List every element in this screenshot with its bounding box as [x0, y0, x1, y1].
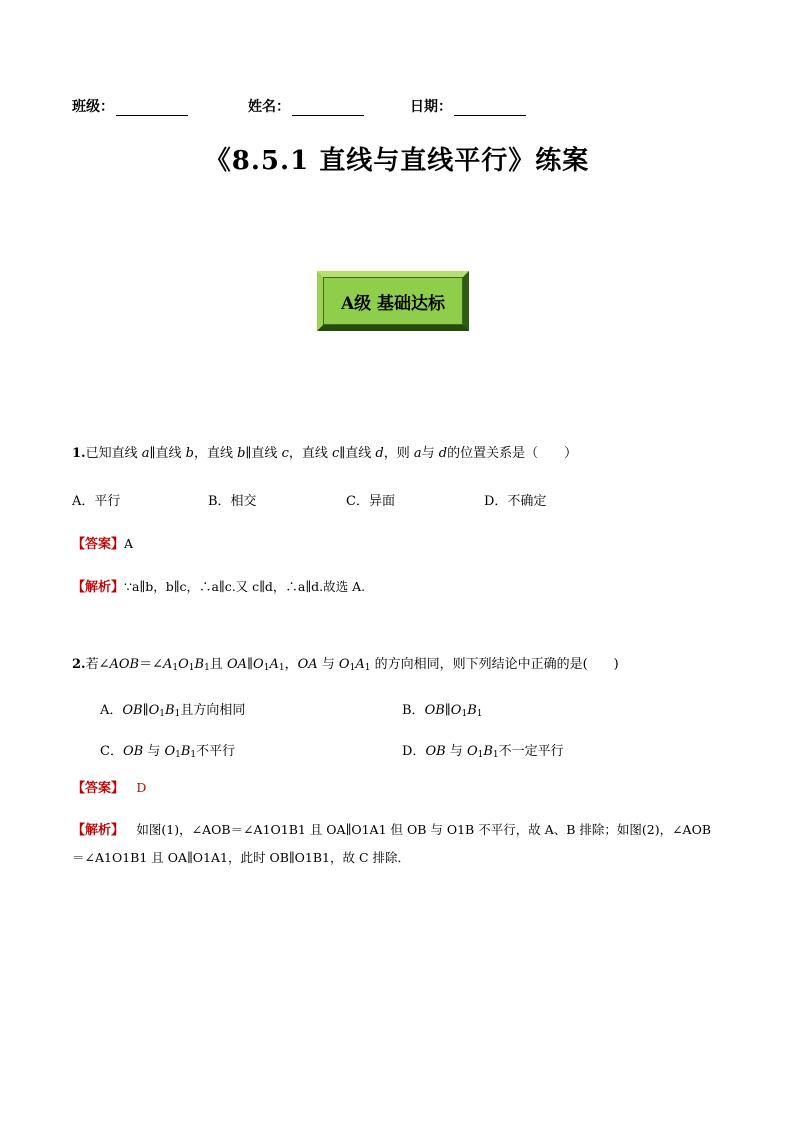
- q1-var: b: [237, 446, 246, 461]
- q1-option-b[interactable]: B．相交: [208, 494, 257, 509]
- q1-text: ，直线: [288, 446, 332, 461]
- q2-option-d-label: D．: [402, 744, 426, 759]
- date-field[interactable]: [410, 96, 526, 116]
- name-label: 姓名：: [248, 99, 290, 115]
- q2-var: AOB: [109, 657, 140, 672]
- q2-var: OA: [226, 657, 248, 672]
- q2-option-a-label: A．: [100, 703, 123, 718]
- analysis-text: 如图(1)，∠AOB＝∠A1O1B1 且 OA∥O1A1 但 OB 与 O1B 不平行，故 A、B 排除；如图(2)，∠AOB: [136, 822, 712, 837]
- q1-text: ，直线: [193, 446, 238, 461]
- q1-analysis: [72, 578, 365, 597]
- q2-text: 若∠: [85, 657, 110, 672]
- question-1-number: 1.: [72, 446, 86, 461]
- q2-text: 且: [209, 657, 227, 672]
- q2-option-d-text: 不一定平行: [498, 744, 564, 759]
- q2-option-d-text: 与: [449, 744, 467, 759]
- name-field[interactable]: [248, 96, 364, 116]
- q1-text: ∥直线: [245, 446, 282, 461]
- q1-text: 与: [421, 446, 439, 461]
- q1-var: a: [141, 446, 150, 461]
- question-2-stem: 2.若$\angle AOB=\angle A_1O_1B_1$且 $OA\parallel O_1A_1$，OA 与 $O_1A_1$ 的方向相同，则下列结论中正确的是( ): [72, 657, 619, 673]
- date-label: 日期：: [410, 99, 452, 115]
- level-badge: [317, 271, 469, 331]
- q2-analysis-cont: [72, 849, 410, 868]
- q1-option-d[interactable]: D．不确定: [484, 494, 547, 509]
- analysis-text: ∵a∥b，b∥c，∴a∥c.又 c∥d，∴a∥d.故选 A.: [124, 579, 366, 594]
- q2-text: ，: [284, 657, 298, 672]
- analysis-tag: 【解析】: [72, 823, 125, 838]
- q1-text: ，则: [383, 446, 414, 461]
- q1-var: d: [375, 446, 384, 461]
- q2-text: 的方向相同，则下列结论中正确的是( ): [370, 657, 619, 672]
- q2-option-c-text: 不平行: [196, 744, 236, 759]
- q2-option-a[interactable]: A．$OB\parallel O_1B_1$且方向相同: [100, 703, 246, 719]
- q2-option-c-text: 与: [147, 744, 165, 759]
- q1-text: ∥直线: [149, 446, 186, 461]
- page-title: 《8.5.1 直线与直线平行》练案: [204, 146, 590, 176]
- q1-var: c: [281, 446, 289, 461]
- q1-var: a: [413, 446, 422, 461]
- level-badge-label: A级 基础达标: [323, 277, 463, 325]
- class-blank[interactable]: [116, 101, 188, 116]
- q2-text: ＝∠: [139, 657, 163, 672]
- q2-option-c-label: C．: [100, 744, 123, 759]
- answer-value: D: [136, 780, 147, 795]
- q2-analysis: [72, 821, 711, 840]
- answer-tag: 【答案】: [72, 537, 125, 552]
- question-1-stem: [72, 445, 577, 463]
- q2-text: 与: [321, 657, 339, 672]
- q1-var: b: [185, 446, 194, 461]
- q2-option-a-text: 且方向相同: [180, 703, 246, 718]
- q1-text: 已知直线: [85, 446, 142, 461]
- q1-option-a[interactable]: A．平行: [72, 494, 121, 509]
- class-field[interactable]: [72, 96, 188, 116]
- q2-option-d[interactable]: D．OB 与 $O_1B_1$不一定平行: [402, 744, 564, 760]
- q2-option-b-label: B．: [402, 703, 425, 718]
- question-2-number: 2.: [72, 657, 86, 672]
- analysis-text: ＝∠A1O1B1 且 OA∥O1A1，此时 OB∥O1B1，故 C 排除．: [72, 850, 411, 865]
- q1-answer: [72, 535, 133, 554]
- answer-tag: 【答案】: [72, 781, 125, 796]
- q1-var: d: [438, 446, 448, 461]
- q2-option-b[interactable]: B．$OB\parallel O_1B_1$: [402, 703, 483, 719]
- q1-option-c[interactable]: C．异面: [346, 494, 395, 509]
- q1-var: c: [331, 446, 340, 461]
- q2-option-c[interactable]: C．OB 与 $O_1B_1$不平行: [100, 744, 236, 760]
- q1-text: ∥直线: [339, 446, 376, 461]
- analysis-tag: 【解析】: [72, 580, 125, 595]
- q2-text: ∥: [247, 657, 254, 672]
- q1-text: 的位置关系是（ ）: [447, 446, 578, 461]
- q2-answer: [72, 779, 146, 798]
- date-blank[interactable]: [454, 101, 526, 116]
- name-blank[interactable]: [292, 101, 364, 116]
- answer-value: A: [124, 536, 134, 551]
- class-label: 班级：: [72, 99, 114, 115]
